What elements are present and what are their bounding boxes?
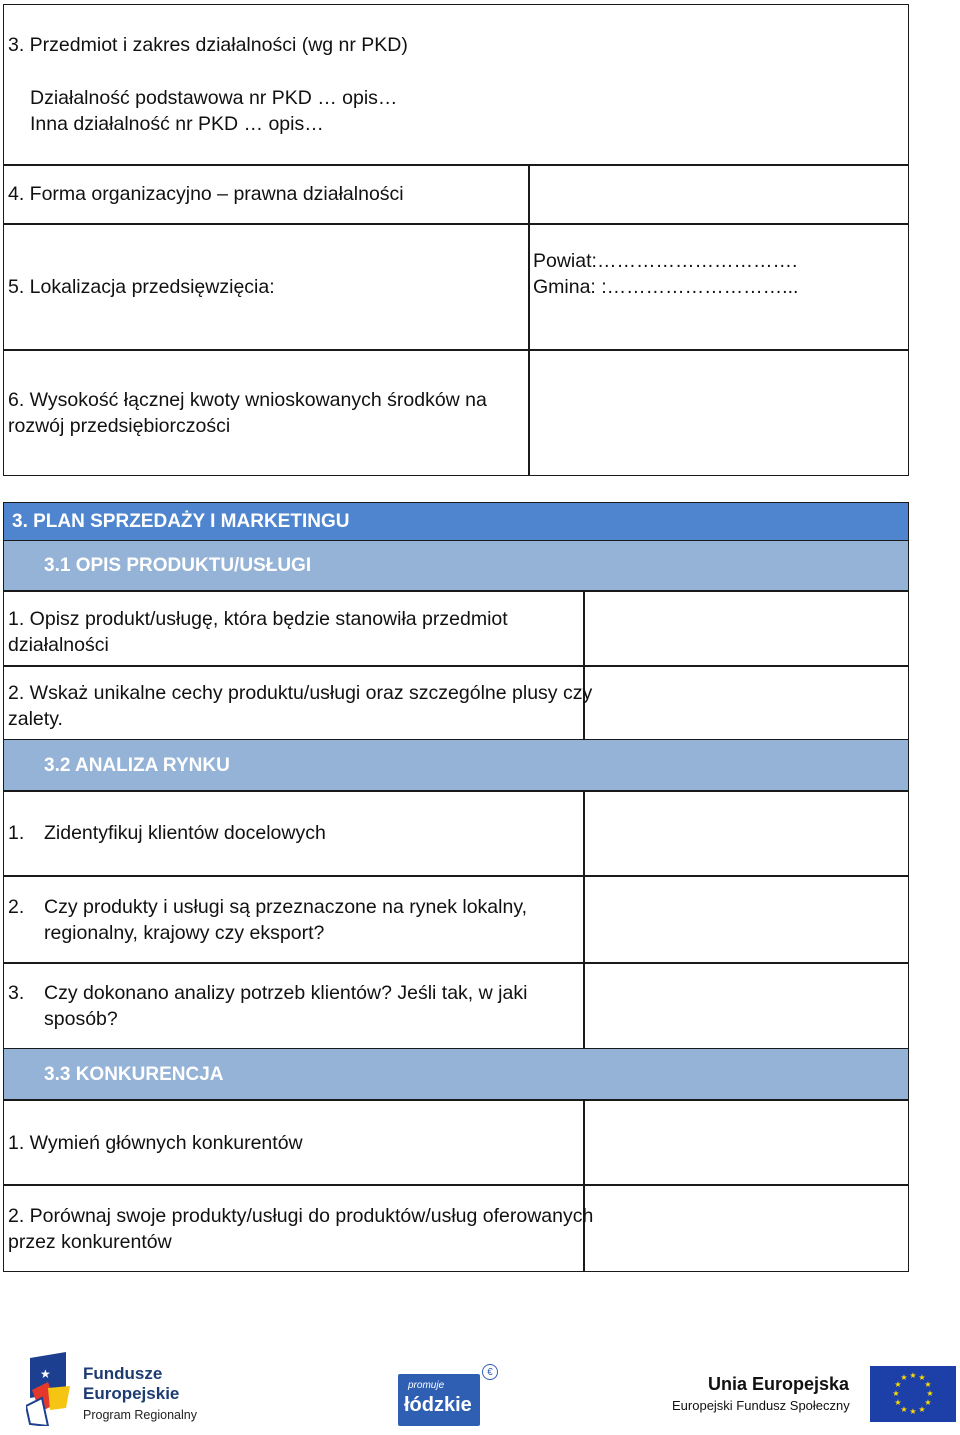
s32-q1-text: Zidentyfikuj klientów docelowych <box>44 822 326 844</box>
powiat-field[interactable]: Powiat:…………………………. <box>533 250 798 272</box>
lodzkie-small-text: promuje <box>408 1380 445 1391</box>
ue-line-2: Europejski Fundusz Społeczny <box>672 1398 850 1413</box>
item4-label: 4. Forma organizacyjno – prawna działalności <box>8 183 404 205</box>
s31-q2-line-2: zalety. <box>8 708 63 730</box>
fundusze-europejskie-icon <box>26 1352 76 1426</box>
s32-q3-line-2: sposób? <box>44 1008 118 1030</box>
item6-label-line-2: rozwój przedsiębiorczości <box>8 415 231 437</box>
promuje-lodzkie-logo <box>398 1364 500 1426</box>
s32-q1-answer[interactable] <box>583 790 909 877</box>
svg-text:★: ★ <box>900 1405 908 1414</box>
s32-q2-line-2: regionalny, krajowy czy eksport? <box>44 922 325 944</box>
svg-text:★: ★ <box>909 1371 917 1380</box>
item4-value-cell[interactable] <box>528 164 909 225</box>
euro-circle-icon: € <box>482 1364 498 1380</box>
s31-q1-answer[interactable] <box>583 590 909 667</box>
unia-europejska-logo <box>672 1366 958 1426</box>
fundusze-europejskie-logo <box>26 1352 216 1426</box>
section-title-plan: 3. PLAN SPRZEDAŻY I MARKETINGU <box>3 502 909 542</box>
item3-line-2: Inna działalność nr PKD … opis… <box>30 113 324 135</box>
s32-q1-number: 1. <box>8 822 25 844</box>
s31-q1-line-1: 1. Opisz produkt/usługę, która będzie stanowiła przedmiot <box>8 608 508 630</box>
svg-text:★: ★ <box>924 1398 932 1407</box>
s32-q3-line-1: Czy dokonano analizy potrzeb klientów? Jeśli tak, w jaki <box>44 982 528 1004</box>
gmina-field[interactable]: Gmina: :………………………... <box>533 276 799 298</box>
s33-q1-text: 1. Wymień głównych konkurentów <box>8 1132 303 1154</box>
item3-line-1: Działalność podstawowa nr PKD … opis… <box>30 87 398 109</box>
ue-line-1: Unia Europejska <box>708 1374 850 1394</box>
s33-q2-line-1: 2. Porównaj swoje produkty/usługi do produktów/usług oferowanych <box>8 1205 594 1227</box>
svg-text:★: ★ <box>909 1407 917 1416</box>
svg-text:★: ★ <box>892 1389 900 1398</box>
svg-text:★: ★ <box>900 1373 908 1382</box>
s31-q1-line-2: działalności <box>8 634 109 656</box>
s32-q2-line-1: Czy produkty i usługi są przeznaczone na rynek lokalny, <box>44 896 528 918</box>
svg-text:★: ★ <box>894 1380 902 1389</box>
svg-text:★: ★ <box>918 1373 926 1382</box>
subsection-title-3-1: 3.1 OPIS PRODUKTU/USŁUGI <box>3 540 909 592</box>
s32-q2-number: 2. <box>8 896 25 918</box>
lodzkie-big-text: łódzkie <box>404 1394 472 1416</box>
s32-q3-answer[interactable] <box>583 962 909 1050</box>
fe-line-2: Europejskie <box>83 1384 180 1403</box>
s33-q1-answer[interactable] <box>583 1099 909 1186</box>
subsection-title-3-3: 3.3 KONKURENCJA <box>3 1048 909 1101</box>
item3-label: 3. Przedmiot i zakres działalności (wg nr PKD) <box>8 34 408 56</box>
s31-q2-line-1: 2. Wskaż unikalne cechy produktu/usługi oraz szczególne plusy czy <box>8 682 593 704</box>
s33-q2-answer[interactable] <box>583 1184 909 1272</box>
s32-q2-answer[interactable] <box>583 875 909 964</box>
item6-label-line-1: 6. Wysokość łącznej kwoty wnioskowanych środków na <box>8 389 487 411</box>
item5-label: 5. Lokalizacja przedsięwzięcia: <box>8 276 275 298</box>
subsection-title-3-2: 3.2 ANALIZA RYNKU <box>3 739 909 792</box>
s31-q2-answer[interactable] <box>583 665 909 741</box>
s33-q2-line-2: przez konkurentów <box>8 1231 172 1253</box>
s32-q3-number: 3. <box>8 982 25 1004</box>
eu-flag-icon <box>870 1366 956 1422</box>
svg-text:★: ★ <box>894 1398 902 1407</box>
svg-text:★: ★ <box>918 1405 926 1414</box>
item6-value-cell[interactable] <box>528 349 909 476</box>
svg-text:★: ★ <box>924 1380 932 1389</box>
fe-line-1: Fundusze <box>83 1364 163 1383</box>
svg-text:★: ★ <box>926 1389 934 1398</box>
fe-line-3: Program Regionalny <box>83 1408 197 1422</box>
svg-text:★: ★ <box>40 1367 51 1381</box>
